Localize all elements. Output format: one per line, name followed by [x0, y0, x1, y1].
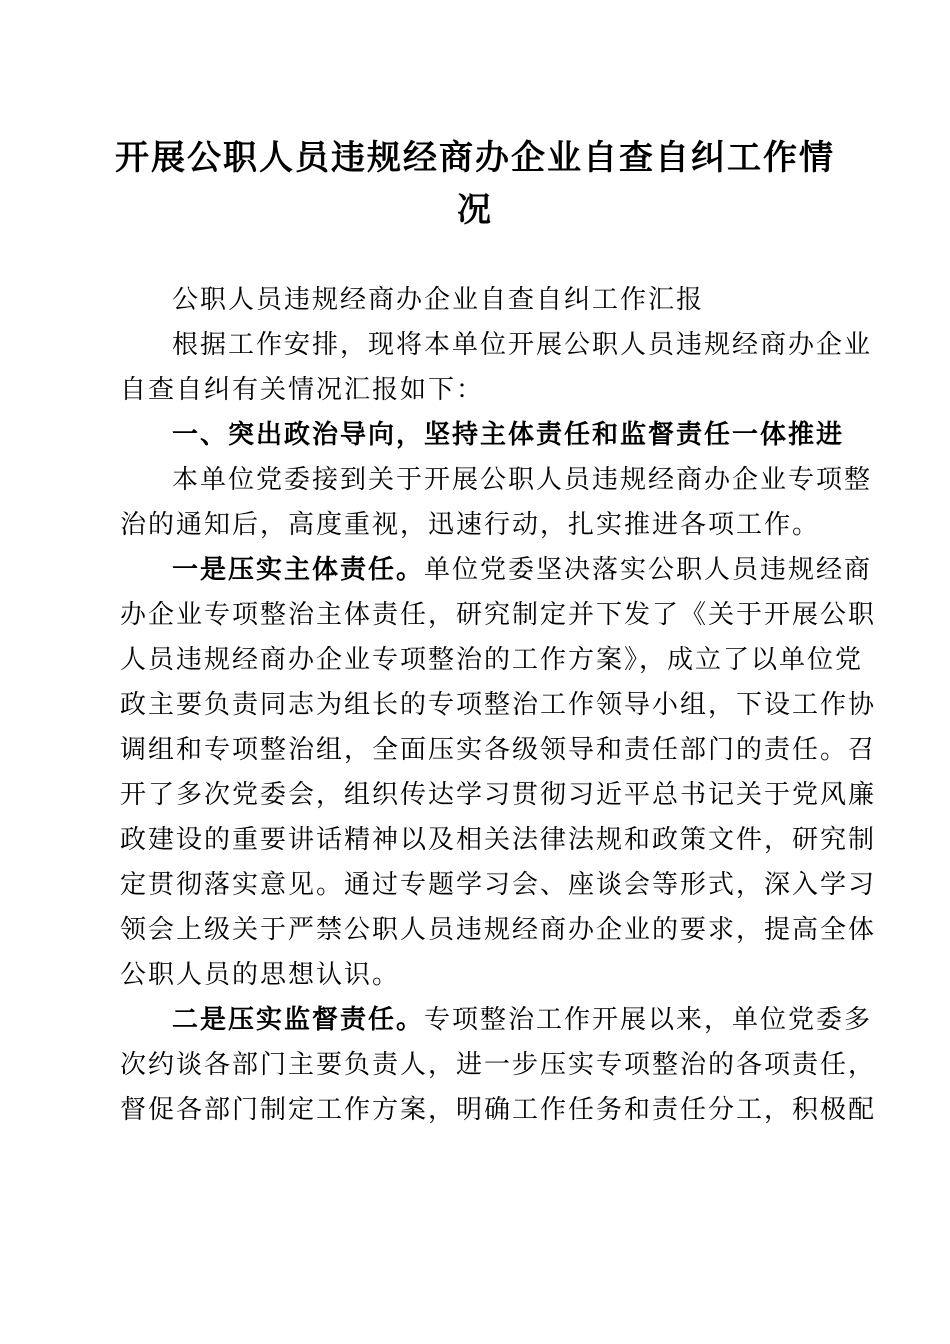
text-segment: 单位党委坚决落实公职人员违规经商办企业专项整治主体责任，研究制定并下发了《关于开展公职人员违规经商办企业专项整治的工作方案》，成立了以单位党政主要负责同志为组长的专项整治工作领导小组，下设工作协调组和专项整治组，全面压实各级领导和责任部门的责任。召开了多次党委会，组织传达学习贯彻习近平总书记关于党风廉政建设的重要讲话精神以及相关法律法规和政策文件，研究制定贯彻落实意见。通过专题学习会、座谈会等形式，深入学习领会上级关于严禁公职人员违规经商办企业的要求，提高全体公职人员的思想认识。 — [120, 555, 877, 990]
section-heading — [120, 413, 884, 458]
bold-text-segment: 二是压实监督责任。 — [172, 1005, 425, 1035]
text-segment: 专项整治工作开展以来，单位党委多次约谈各部门主要负责人，进一步压实专项整治的各项责任，督促各部门制定工作方案，明确工作任务和责任分工，积极配 — [120, 1005, 877, 1125]
body-paragraph — [120, 548, 884, 998]
body-paragraph — [120, 278, 884, 323]
body-paragraph — [120, 998, 884, 1133]
bold-text-segment: 一是压实主体责任。 — [172, 555, 425, 585]
text-segment: 公职人员违规经商办企业自查自纠工作汇报 — [172, 285, 705, 315]
body-paragraph — [120, 323, 884, 413]
document-title: 开展公职人员违规经商办企业自查自纠工作情况 — [115, 138, 835, 230]
text-segment: 根据工作安排，现将本单位开展公职人员违规经商办企业自查自纠有关情况汇报如下： — [120, 330, 873, 405]
text-segment: 本单位党委接到关于开展公职人员违规经商办企业专项整治的通知后，高度重视，迅速行动，扎实推进各项工作。 — [120, 465, 873, 540]
body-paragraph — [120, 458, 884, 548]
bold-text-segment: 一、突出政治导向，坚持主体责任和监督责任一体推进 — [172, 420, 845, 450]
document-body — [120, 278, 884, 1133]
